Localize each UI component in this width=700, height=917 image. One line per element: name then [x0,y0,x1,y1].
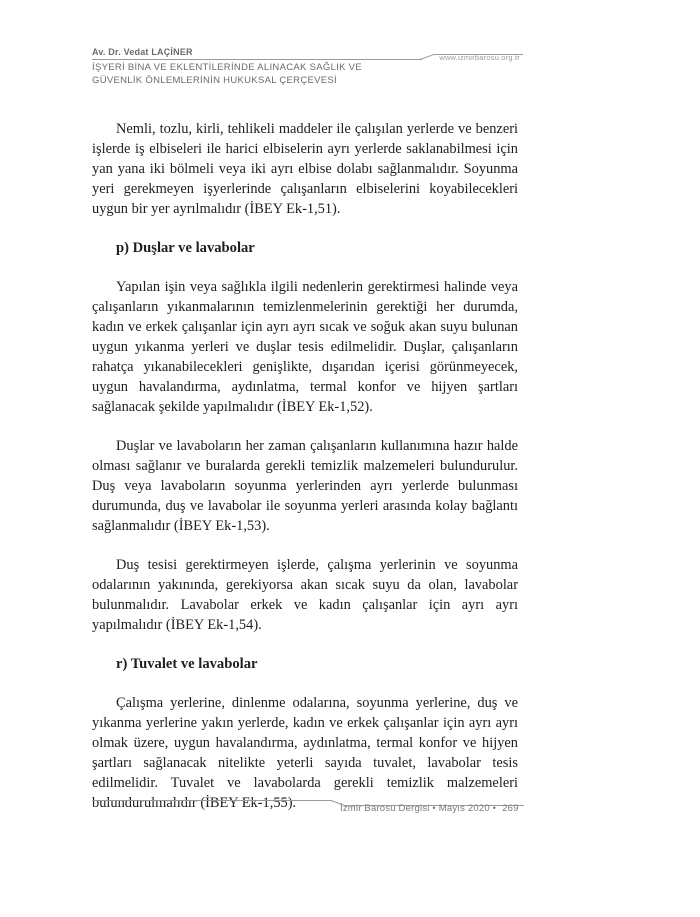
header-title-line-2: GÜVENLİK ÖNLEMLERİNİN HUKUKSAL ÇERÇEVESİ [92,75,337,86]
header-url: www.izmirbarosu.org.tr [439,53,520,62]
footer-rule-left [92,800,332,801]
header-author: Av. Dr. Vedat LAÇİNER [92,47,193,57]
paragraph-3: Duşlar ve lavaboların her zaman çalışanların kullanımına hazır halde olması sağlanır ve buralarda gerekli temizlik malzemeleri bulundurulur. Duş veya lavaboların soyunma yerlerinden ayrı yerlerde bulunması durumunda, duş ve lavabolar ile soyunma yerleri arasında kolay bağlantı sağlanmalıdır (İBEY Ek-1,53). [92,438,518,534]
paragraph-4: Duş tesisi gerektirmeyen işlerde, çalışma yerlerinin ve soyunma odalarının yakınında, gerekiyorsa akan sıcak suyu da olan, lavabolar bulunmalıdır. Lavabolar erkek ve kadın çalışanlar için ayrı ayrı yapılmalıdır (İBEY Ek-1,54). [92,557,518,633]
footer [340,803,519,814]
section-heading-p: p) Duşlar ve lavabolar [116,240,255,256]
paragraph-2: Yapılan işin veya sağlıkla ilgili nedenlerin gerektirmesi halinde veya çalışanların yıkanmalarının temizlenmelerinin gerektiği her durumda, kadın ve erkek çalışanlar için ayrı ayrı sıcak ve soğuk akan suyu bulunan uygun yıkanma yerleri ve duşlar tesis edilmelidir. Duşlar, çalışanların rahatça yıkanabilecekleri genişlikte, dışarıdan içerisi görünmeyecek, uygun havalandırma, aydınlatma, termal konfor ve hijyen şartları sağlanacak şekilde yapılmalıdır (İBEY Ek-1,52). [92,279,518,415]
page-number: 269 [502,803,519,814]
section-heading-r: r) Tuvalet ve lavabolar [116,656,258,672]
paragraph-5: Çalışma yerlerine, dinlenme odalarına, soyunma yerlerine, duş ve yıkanma yerlerine yakın yerlerde, kadın ve erkek çalışanlar için ayrı ayrı olmak üzere, uygun havalandırma, aydınlatma, termal konfor ve hijyen şartları sağlanacak nitelikte yeterli sayıda tuvalet, lavabolar tesis edilmelidir. Tuvalet ve lavabolarda gerekli temizlik malzemeleri bulundurulmalıdır (İBEY Ek-1,55). [92,695,518,811]
paragraph-1: Nemli, tozlu, kirli, tehlikeli maddeler ile çalışılan yerlerde ve benzeri işlerde iş elbiseleri ile harici elbiselerin ayrı yerlerde saklanabilmesi için yan yana iki bölmeli veya iki ayrı elbise dolabı sağlanmalıdır. Soyunma yeri gerekmeyen işyerlerinde çalışanların elbiselerini koyabilecekleri uygun bir yer ayrılmalıdır (İBEY Ek-1,51). [92,121,518,217]
article-body [92,119,518,813]
footer-journal: İzmir Barosu Dergisi • Mayıs 2020 • [340,803,497,814]
header-article-title [92,61,362,87]
header-title-line-1: İŞYERİ BİNA VE EKLENTİLERİNDE ALINACAK SAĞLIK VE [92,62,362,73]
header-rule-slant [420,54,433,60]
header-rule [92,59,422,60]
